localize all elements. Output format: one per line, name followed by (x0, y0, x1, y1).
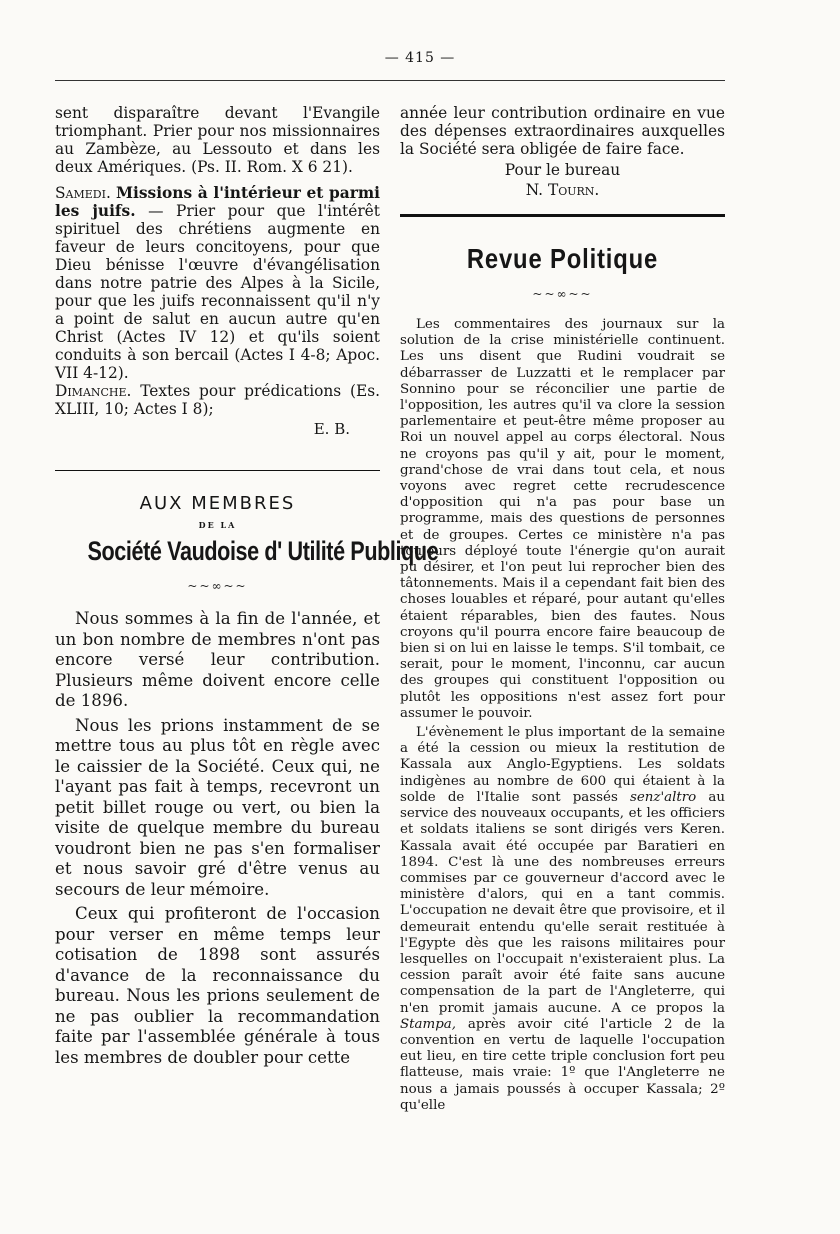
membres-paragraph-2: Nous les prions instamment de se mettre tous au plus tôt en règle avec le caissier de la Société. Ceux qui, ne l'ayant pas fait à temps, recevront un petit billet rouge ou vert, ou bien la visite de quelque membre du bureau voudront bien ne pas s'en formaliser et nous savoir gré d'être venus au secours de leur mémoire. (55, 715, 380, 899)
revue-politique-heading: Revue Politique (466, 243, 659, 274)
pour-le-bureau: Pour le bureau (504, 161, 621, 179)
section-divider (55, 470, 380, 471)
revue-italic-senzaltro: senz'altro (629, 789, 697, 805)
revue-paragraph-1: Les commentaires des journaux sur la solution de la crise ministérielle continuent. Les uns disent que Rudini voudrait se débarrasser de Luzzatti et le remplacer par Sonnino pour se réconcilier une partie de l'opposition, les autres qu'il va clore la session parlementaire et peut-être même proposer au Roi un nouvel appel au corps électoral. Nous ne croyons pas qu'il y ait, pour le moment, grand'chose de vrai dans tout cela, et nous voyons avec regret cette recrudescence d'opposition qui n'a pas pour base un programme, mais des questions de personnes et de groupes. Certes ce ministère n'a pas toujours déployé toute l'énergie qu'on aurait pu désirer, et l'on peut lui reprocher bien des tâtonnements. Mais il a cependant fait bien des choses louables et réparé, pour autant qu'elles étaient réparables, bien des fautes. Nous croyons qu'il pourra encore faire beaucoup de bien si on lui en laisse le temps. S'il tombait, ce serait, pour le moment, l'inconnu, car aucun des groupes qui constituent l'opposition ou plutôt les oppositions n'est assez fort pour assumer le pouvoir. (400, 317, 725, 721)
revue-italic-stampa: Stampa, (400, 1016, 457, 1032)
societe-heading: Société Vaudoise d' Utilité Publique (87, 536, 439, 566)
membres-paragraph-3: Ceux qui profiteront de l'occasion pour verser en même temps leur cotisation de 1898 sont assurés d'avance de la reconnaissance du bureau. Nous les prions seulement de ne pas oublier la recommandation faite par l'assemblée générale à tous les membres de doubler pour cette (55, 904, 380, 1067)
revue-top-rule (400, 214, 725, 217)
left-paragraph-1: sent disparaître devant l'Evangile triomphant. Prier pour nos missionnaires au Zambèze, au Lessouto et dans les deux Amériques. (Ps. II. Rom. X 6 21). (55, 104, 380, 176)
membres-paragraph-1: Nous sommes à la fin de l'année, et un bon nombre de membres n'ont pas encore versé leur contribution. Plusieurs même doivent encore celle de 1896. (55, 609, 380, 710)
ornament-divider: ~~∞~~ (187, 579, 248, 593)
revue-ornament: ~~∞~~ (532, 287, 593, 301)
aux-membres-heading: AUX MEMBRES (139, 493, 296, 514)
samedi-label: Samedi. (55, 184, 111, 202)
right-column (400, 104, 725, 1114)
samedi-text: — Prier pour que l'intérêt spirituel des chrétiens augmente en faveur de leurs concitoyens, pour que Dieu bénisse l'œuvre d'évangélisation dans notre patrie des Alpes à la Sicile, pour que les juifs reconnaissent qu'il n'y a point de salut en aucun autre qu'en Christ (Actes IV 12) et qu'ils soient conduits à son bercail (Actes I 4-8; Apoc. VII 4-12). (55, 202, 380, 382)
samedi-paragraph (55, 184, 380, 382)
dimanche-paragraph (55, 382, 380, 418)
signer-tourn: N. Tourn. (525, 181, 600, 199)
membres-body (55, 609, 380, 1068)
top-rule (55, 80, 725, 81)
dimanche-label: Dimanche. (55, 382, 132, 400)
de-la-heading: DE LA (198, 520, 237, 530)
revue-paragraph-2-a: L'évènement le plus important de la semaine a été la cession ou mieux la restitution de Kassala aux Anglo-Egyptiens. Les soldats indigènes au nombre de 600 qui étaient à la solde de l'Italie sont passés (400, 725, 725, 805)
revue-paragraph-2 (400, 725, 725, 1114)
signature-eb: E. B. (313, 420, 350, 438)
samedi-title: Missions à l'intérieur et parmi les juifs. (55, 184, 380, 220)
dimanche-text: Textes pour prédications (Es. XLIII, 10; Actes I 8); (55, 382, 380, 418)
revue-body (400, 317, 725, 1114)
revue-paragraph-2-c: après avoir cité l'article 2 de la convention en vertu de laquelle l'occupation eut lieu, en tire cette triple conclusion fort peu flatteuse, mais vraie: 1º que l'Angleterre ne nous a jamais poussés à occuper Kassala; 2º qu'elle (400, 1016, 725, 1113)
revue-paragraph-2-b: au service des nouveaux occupants, et les officiers et soldats italiens se sont dirigés vers Keren. Kassala avait été occupée par Baratieri en 1894. C'est là une des nombreuses erreurs commises par ce gouverneur d'accord avec le ministère d'alors, qui en a tant commis. L'occupation ne devait être que provisoire, et il demeurait entendu qu'elle serait restituée à l'Egypte dès que les raisons militaires pour lesquelles on l'occupait n'existeraient plus. La cession paraît avoir été faite sans aucune compensation de la part de l'Angleterre, qui n'en promit jamais aucune. A ce propos la (400, 789, 725, 1016)
right-paragraph-1: année leur contribution ordinaire en vue des dépenses extraordinaires auxquelles la Société sera obligée de faire face. (400, 104, 725, 158)
page-number: — 415 — (384, 50, 456, 66)
